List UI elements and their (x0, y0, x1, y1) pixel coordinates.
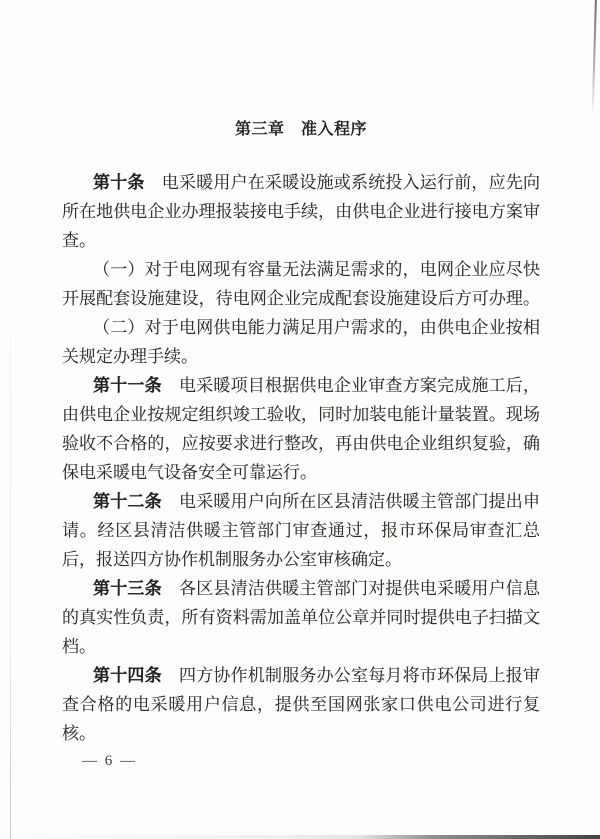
paragraph-article-14 (62, 661, 540, 748)
text-line: 的真实性负责，所有资料需加盖单位公章并同时提供电子扫描文 (62, 608, 540, 627)
line-text: 各区县清洁供暖主管部门对提供电采暖用户信息 (161, 579, 540, 598)
text-line: 核。 (62, 724, 96, 743)
article-number: 第十二条 (93, 492, 162, 511)
paragraph-article-11 (62, 371, 540, 487)
text-line (62, 574, 540, 603)
line-text: 四方协作机制服务办公室每月将市环保局上报审 (161, 666, 540, 685)
text-line (62, 371, 540, 400)
text-line: 开展配套设施建设，待电网企业完成配套设施建设后方可办理。 (62, 289, 540, 308)
line-text: 电采暖用户在采暖设施或系统投入运行前，应先向 (144, 173, 540, 192)
text-line: 保电采暖电气设备安全可靠运行。 (62, 463, 317, 482)
text-line: 由供电企业按规定组织竣工验收，同时加装电能计量装置。现场 (62, 405, 540, 424)
text-line (62, 487, 540, 516)
article-number: 第十三条 (93, 579, 162, 598)
text-line: （一）对于电网现有容量无法满足需求的，电网企业应尽快 (93, 260, 540, 279)
line-text: 电采暖用户向所在区县清洁供暖主管部门提出申 (161, 492, 540, 511)
article-number: 第十四条 (93, 666, 162, 685)
text-line: 查。 (62, 231, 96, 250)
paragraph-article-12 (62, 487, 540, 574)
article-number: 第十条 (93, 173, 145, 192)
text-line: 关规定办理手续。 (62, 347, 198, 366)
scan-artifact-bottom-edge (0, 835, 600, 839)
text-line (62, 661, 540, 690)
text-line: 档。 (62, 637, 96, 656)
text-line: 请。经区县清洁供暖主管部门审查通过，报市环保局审查汇总 (62, 521, 540, 540)
article-number: 第十一条 (93, 376, 162, 395)
paragraph-item-2 (62, 313, 540, 371)
paragraph-article-10 (62, 168, 540, 255)
text-line (62, 168, 540, 197)
text-line: 验收不合格的，应按要求进行整改，再由供电企业组织复验，确 (62, 434, 540, 453)
text-line: 后，报送四方协作机制服务办公室审核确定。 (62, 550, 402, 569)
chapter-title: 第三章 准入程序 (234, 121, 367, 138)
text-line: 查合格的电采暖用户信息，提供至国网张家口供电公司进行复 (62, 695, 540, 714)
paragraph-article-13 (62, 574, 540, 661)
text-line: 所在地供电企业办理报装接电手续，由供电企业进行接电方案审 (62, 202, 540, 221)
line-text: 电采暖项目根据供电企业审查方案完成施工后， (161, 376, 540, 395)
document-content (62, 118, 540, 770)
scan-artifact-left-crease (10, 250, 11, 839)
text-line: （二）对于电网供电能力满足用户需求的，由供电企业按相 (93, 318, 540, 337)
scan-artifact-right-edge (592, 0, 597, 116)
paragraph-item-1 (62, 255, 540, 313)
page-number: — 6 — (82, 753, 137, 769)
